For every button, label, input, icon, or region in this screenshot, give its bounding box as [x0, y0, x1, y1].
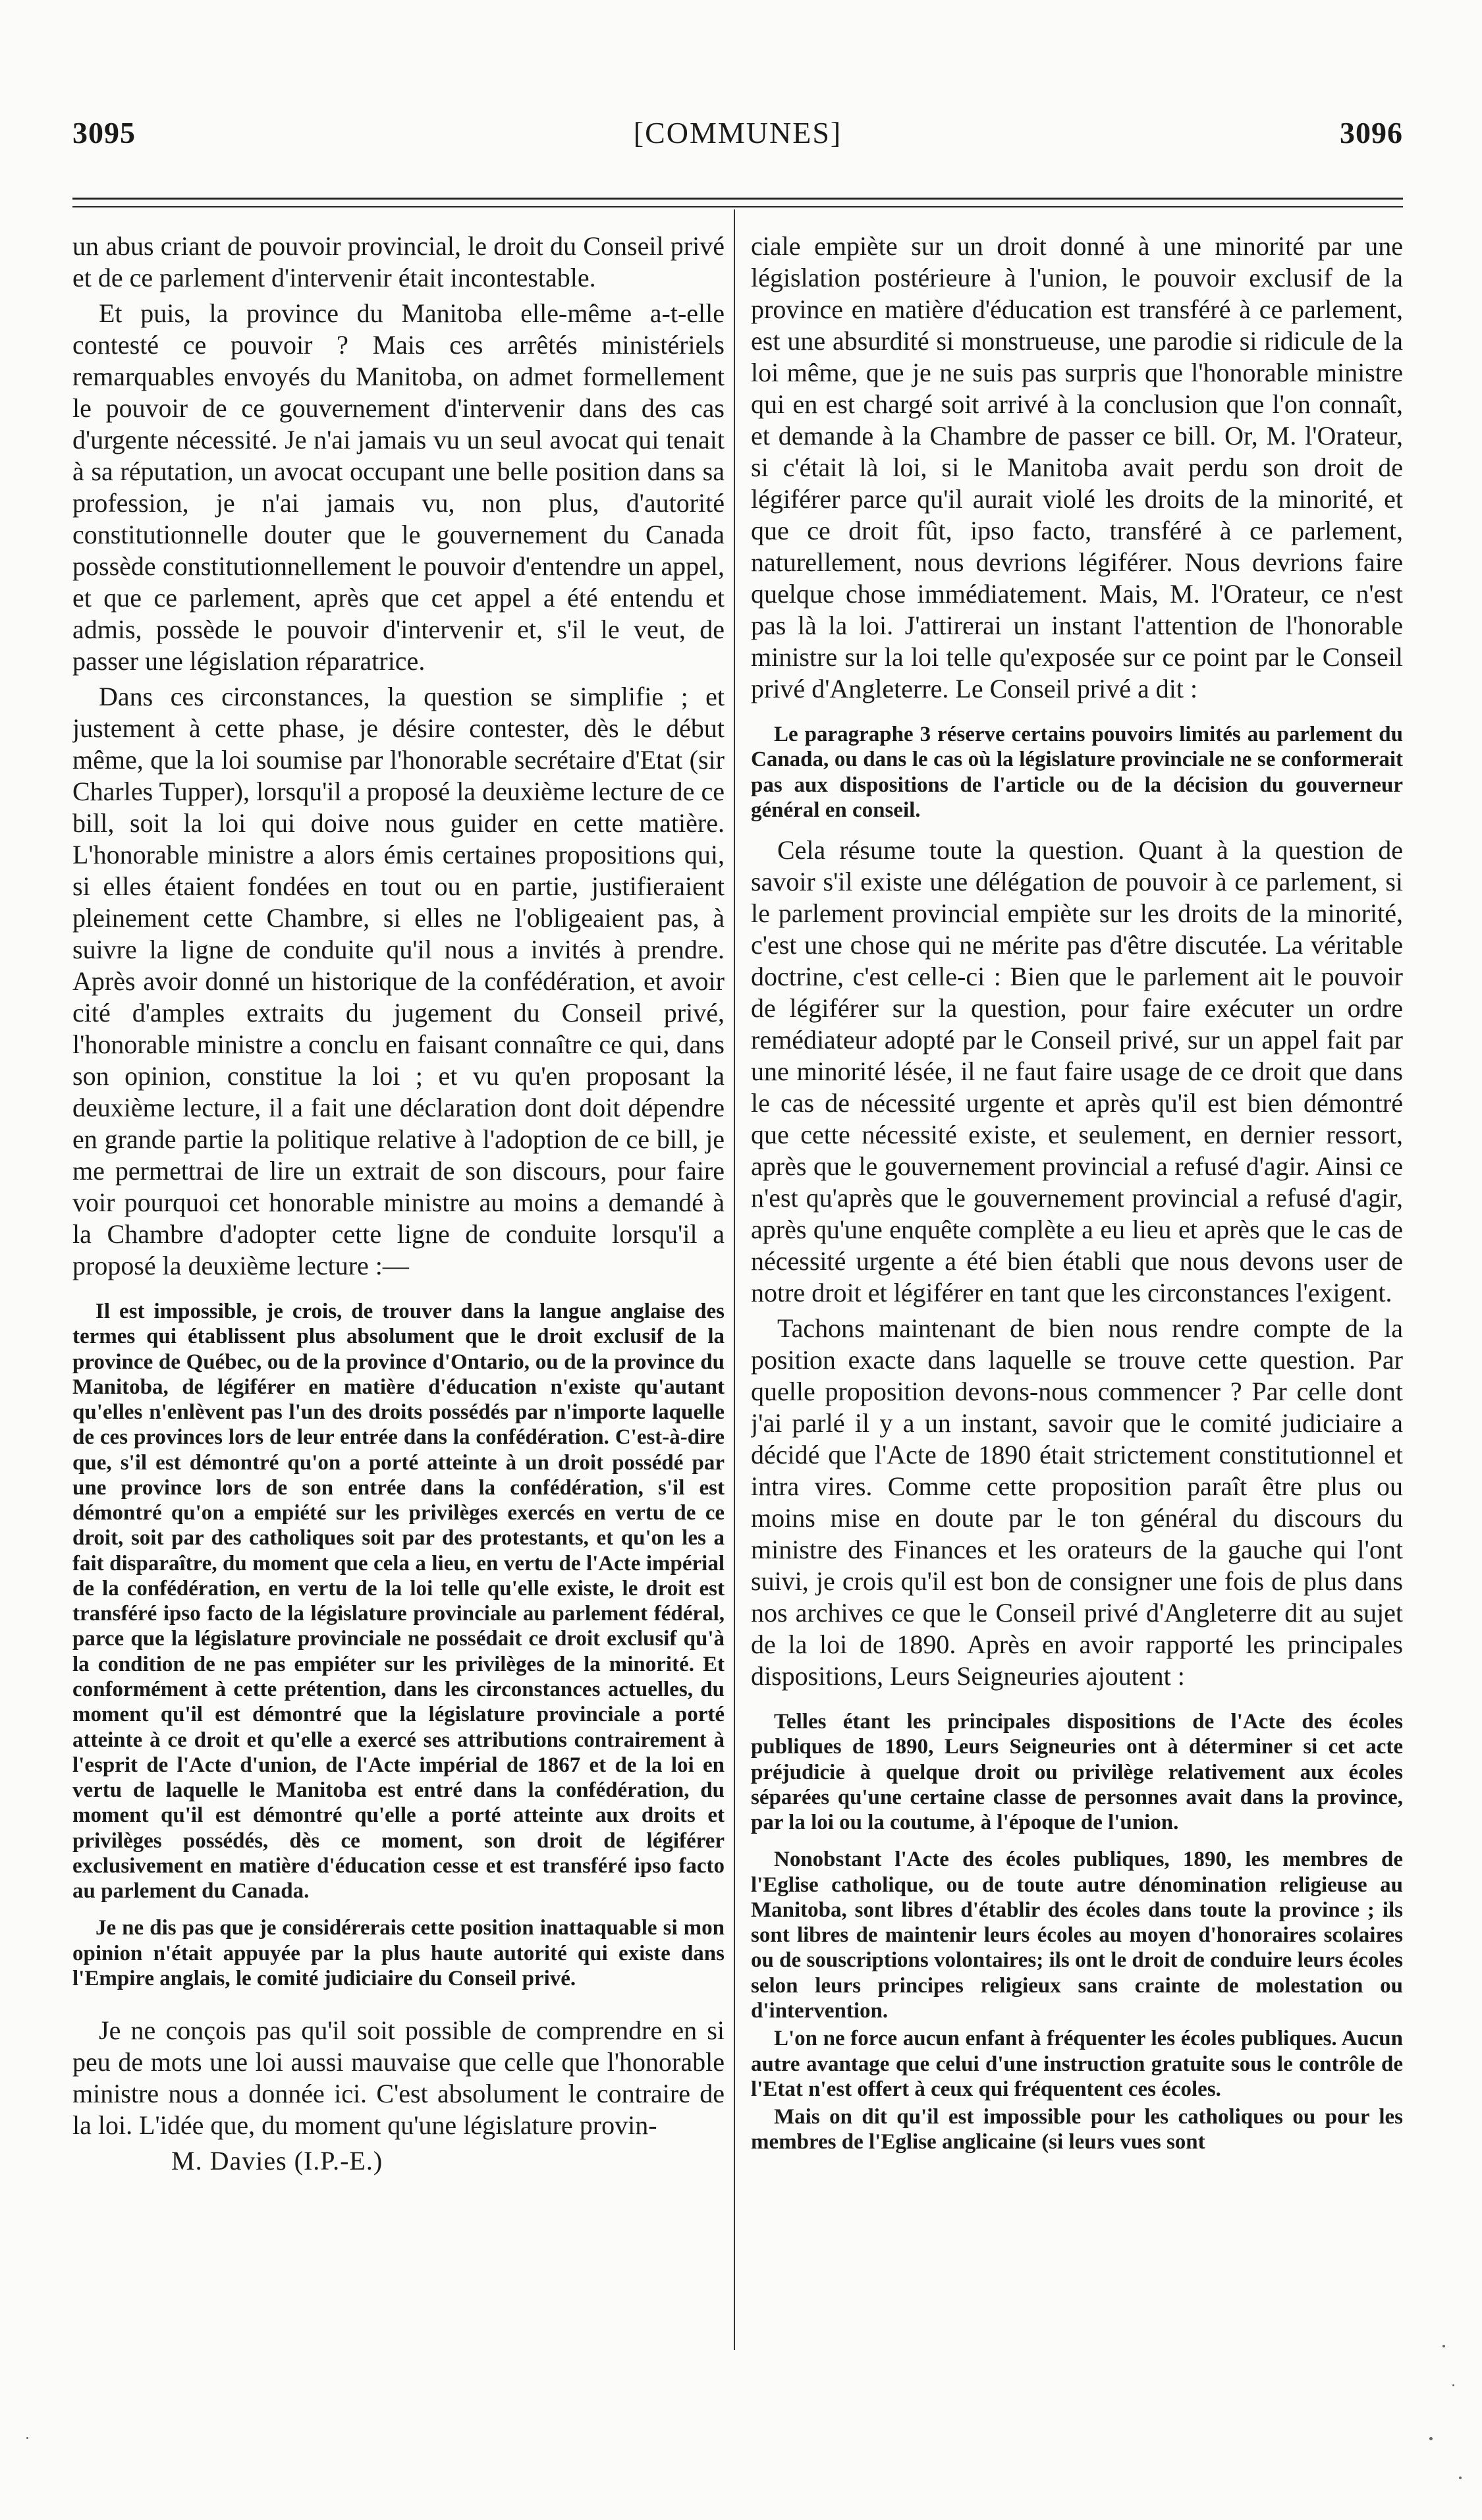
page-number-left: 3095 — [72, 116, 136, 150]
paragraph: Dans ces circonstances, la question se simplifie ; et justement à cette phase, je désire contester, dès le début même, que la loi soumise par l'honorable secrétaire d'Etat (sir Charles Tupper), lorsqu'il a proposé la deuxième lecture de ce bill, soit la loi qui doive nous guider en cette matière. L'honorable ministre a alors émis certaines propositions qui, si elles étaient fondées en tout ou en partie, justifieraient pleinement cette Chambre, si elles ne l'obligeaient pas, à suivre la ligne de conduite qu'il nous a invités à prendre. Après avoir donné un historique de la confédération, et avoir cité d'amples extraits du jugement du Conseil privé, l'honorable ministre a conclu en faisant connaître ce qui, dans son opinion, constitue la loi ; et vu qu'en proposant la deuxième lecture, il a fait une déclaration dont doit dépendre en grande partie la politique relative à l'adoption de ce bill, je me permettrai de lire un extrait de son discours, pour faire voir pourquoi cet honorable ministre au moins a demandé à la Chambre d'adopter cette ligne de conduite lorsqu'il a proposé la deuxième lecture :— — [72, 682, 725, 1280]
page-header — [72, 115, 1403, 161]
scan-speck — [26, 2437, 28, 2439]
scan-speck — [1459, 2477, 1462, 2479]
scan-speck — [1429, 2437, 1433, 2440]
right-column — [751, 231, 1403, 2404]
block-quote: Je ne dis pas que je considérerais cette position inattaquable si mon opinion n'était appuyée par la plus haute autorité qui existe dans l'Empire anglais, le comité judiciaire du Conseil privé. — [72, 1916, 725, 1990]
header-rule-thin — [72, 206, 1403, 207]
column-divider — [734, 209, 735, 2350]
block-quote: Le paragraphe 3 réserve certains pouvoirs limités au parlement du Canada, ou dans le cas où la législature provinciale ne se conformerait pas aux dispositions de l'article ou de la décision du gouverneur général en conseil. — [751, 723, 1403, 822]
page-number-right: 3096 — [1340, 116, 1403, 150]
block-quote: Nonobstant l'Acte des écoles publiques, 1890, les membres de l'Eglise catholique, ou de toute autre dénomination religieuse au Manitoba, sont libres d'établir des écoles dans toute la province ; ils sont libres de maintenir leurs écoles au moyen d'honoraires scolaires ou de souscriptions volontaires; ils ont le droit de conduire leurs écoles selon leurs principes religieux sans crainte de molestation ou d'intervention. — [751, 1848, 1403, 2023]
paragraph: Et puis, la province du Manitoba elle-même a-t-elle contesté ce pouvoir ? Mais ces arrêtés ministériels remarquables envoyés du Manitoba, on admet formellement le pouvoir de ce gouvernement d'intervenir dans des cas d'urgente nécessité. Je n'ai jamais vu un seul avocat qui tenait à sa réputation, un avocat occupant une belle position dans sa profession, je n'ai jamais vu, non plus, d'autorité constitutionnelle douter que le gouvernement du Canada possède constitutionnellement le pouvoir d'entendre un appel, et que ce parlement, après que cet appel a été entendu et admis, possède le pouvoir d'intervenir et, s'il le veut, de passer une législation réparatrice. — [72, 298, 725, 676]
block-quote: Mais on dit qu'il est impossible pour les catholiques ou pour les membres de l'Eglise anglicaine (si leurs vues sont — [751, 2105, 1403, 2154]
speaker-signature: M. Davies (I.P.-E.) — [171, 2146, 383, 2176]
paragraph: un abus criant de pouvoir provincial, le droit du Conseil privé et de ce parlement d'intervenir était incontestable. — [72, 231, 725, 292]
scan-speck — [1452, 2384, 1454, 2386]
block-quote: Il est impossible, je crois, de trouver dans la langue anglaise des termes qui établissent plus absolument que le droit exclusif de la province de Québec, ou de la province d'Ontario, ou de la province du Manitoba, de légiférer en matière d'éducation n'existe qu'autant qu'elles n'enlèvent pas l'un des droits possédés par n'importe laquelle de ces provinces lors de leur entrée dans la confédération. C'est-à-dire que, s'il est démontré qu'on a porté atteinte à un droit possédé par une province lors de son entrée dans la confédération, s'il est démontré qu'on a empiété sur les privilèges exercés en vertu de ce droit, soit par des catholiques soit par des protestants, et qu'on les a fait disparaître, du moment que cela a lieu, en vertu de l'Acte impérial de la confédération, en vertu de la loi telle qu'elle existe, le droit est transféré ipso facto de la législature provinciale au parlement fédéral, parce que la législature provinciale ne possédait ce droit exclusif qu'à la condition de ne pas empiéter sur les privilèges de la minorité. Et conformément à cette prétention, dans les circonstances actuelles, du moment qu'il est démontré que la législature provinciale a porté atteinte à ce droit et qu'elle a exercé ses attributions contrairement à l'esprit de l'Acte d'union, de l'Acte impérial de 1867 et de la loi en vertu de laquelle le Manitoba est entré dans la confédération, du moment qu'il est démontré qu'elle a porté atteinte aux droits et privilèges possédés, dès ce moment, son droit de légiférer exclusivement en matière d'éducation cesse et est transféré ipso facto au parlement du Canada. — [72, 1300, 725, 1904]
header-rule-thick — [72, 198, 1403, 200]
paragraph: Tachons maintenant de bien nous rendre compte de la position exacte dans laquelle se trouve cette question. Par quelle proposition devons-nous commencer ? Par celle dont j'ai parlé il y a un instant, savoir que le comité judiciaire a décidé que l'Acte de 1890 était strictement constitutionnel et intra vires. Comme cette proposition paraît être plus ou moins mise en doute par le ton général du discours du ministre des Finances et les orateurs de la gauche qui l'ont suivi, je crois qu'il est bon de consigner une fois de plus dans nos archives ce que le Conseil privé d'Angleterre dit au sujet de la loi de 1890. Après en avoir rapporté les principales dispositions, Leurs Seigneuries ajoutent : — [751, 1313, 1403, 1691]
running-title: [COMMUNES] — [633, 116, 842, 150]
scan-speck — [1442, 2345, 1445, 2347]
paragraph: Cela résume toute la question. Quant à la question de savoir s'il existe une délégation de pouvoir à ce parlement, si le parlement provincial empiète sur les droits de la minorité, c'est une chose qui ne mérite pas d'être discutée. La véritable doctrine, c'est celle-ci : Bien que le parlement ait le pouvoir de légiférer sur la question, pour faire exécuter un ordre remédiateur adopté par le Conseil privé, sur un appel fait par une minorité lésée, il ne faut faire usage de ce droit que dans le cas de nécessité urgente et après qu'il est bien démontré que cette nécessité existe, et seulement, en dernier ressort, après que le gouvernement provincial a refusé d'agir. Ainsi ce n'est qu'après que le gouvernement provincial a refusé d'agir, après qu'une enquête complète a eu lieu et après que le cas de nécessité urgente a été bien établi que nous devons user de notre droit et légiférer en tant que les circonstances l'exigent. — [751, 835, 1403, 1308]
block-quote: L'on ne force aucun enfant à fréquenter les écoles publiques. Aucun autre avantage que celui d'une instruction gratuite sous le contrôle de l'Etat n'est offert à ceux qui fréquentent ces écoles. — [751, 2027, 1403, 2101]
block-quote: Telles étant les principales dispositions de l'Acte des écoles publiques de 1890, Leurs Seigneuries ont à déterminer si cet acte préjudicie à quelque droit ou privilège relativement aux écoles séparées qu'une certaine classe de personnes avait dans la province, par la loi ou la coutume, à l'époque de l'union. — [751, 1710, 1403, 1835]
left-column — [72, 231, 725, 2404]
paragraph: ciale empiète sur un droit donné à une minorité par une législation postérieure à l'union, le pouvoir exclusif de la province en matière d'éducation est transféré à ce parlement, est une absurdité si monstrueuse, une parodie si ridicule de la loi même, que je ne suis pas surpris que l'honorable ministre qui en est chargé soit arrivé à la conclusion que l'on connaît, et demande à la Chambre de passer ce bill. Or, M. l'Orateur, si c'était là loi, si le Manitoba avait perdu son droit de légiférer parce qu'il aurait violé les droits de la minorité, et que ce droit fût, ipso facto, transféré à ce parlement, naturellement, nous devrions légiférer. Nous devrions faire quelque chose immédiatement. Mais, M. l'Orateur, ce n'est pas là la loi. J'attirerai un instant l'attention de l'honorable ministre sur la loi telle qu'exposée sur ce point par le Conseil privé d'Angleterre. Le Conseil privé a dit : — [751, 231, 1403, 703]
paragraph: Je ne conçois pas qu'il soit possible de comprendre en si peu de mots une loi aussi mauvaise que celle que l'honorable ministre nous a donnée ici. C'est absolument le contraire de la loi. L'idée que, du moment qu'une législature provin- — [72, 2015, 725, 2141]
